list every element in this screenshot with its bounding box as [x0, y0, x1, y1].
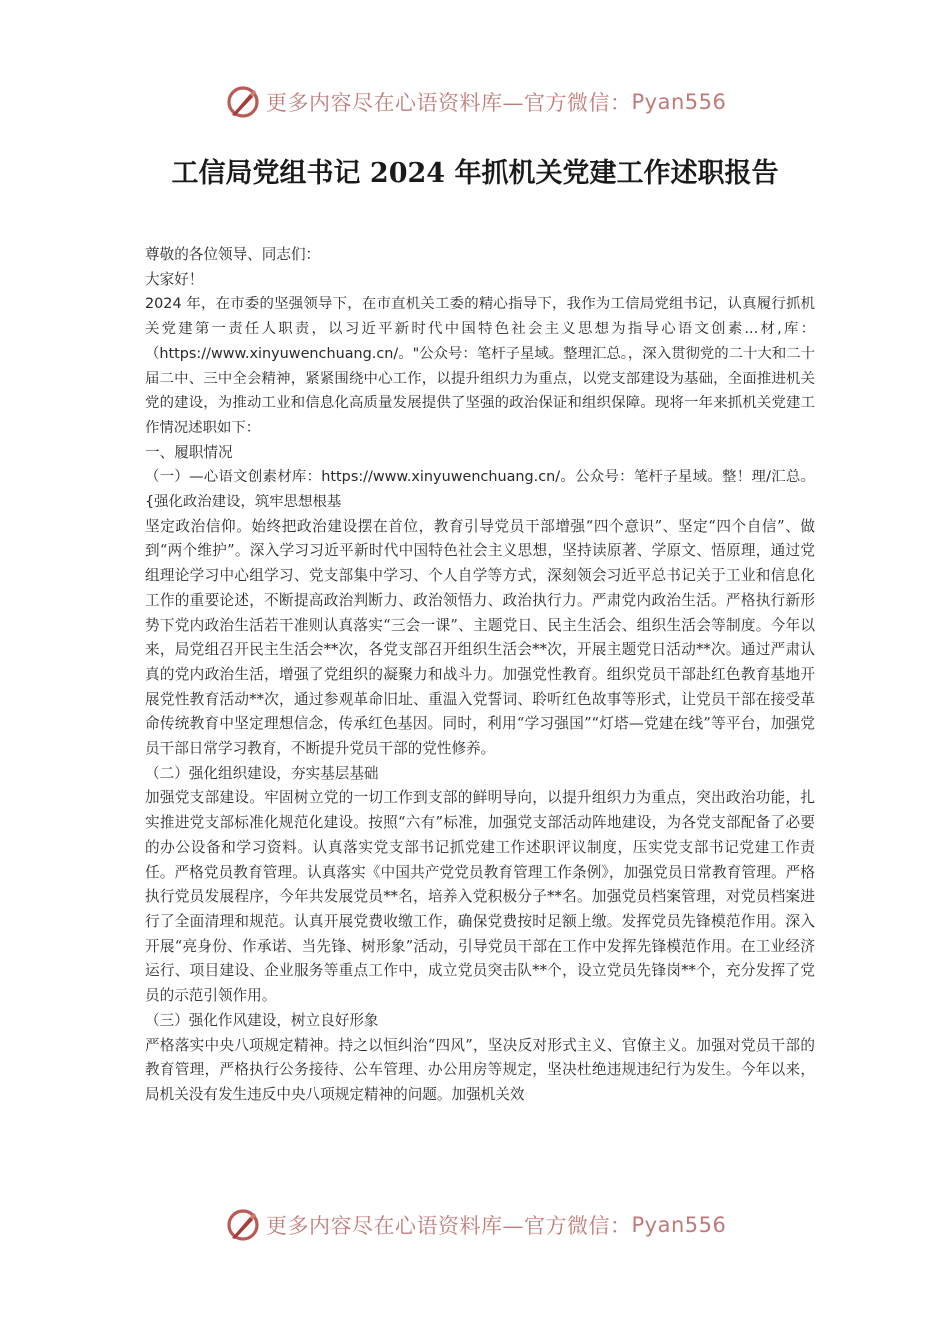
subsection-body-1: 坚定政治信仰。始终把政治建设摆在首位，教育引导党员干部增强“四个意识”、坚定“四个自信”、做到“两个维护”。深入学习习近平新时代中国特色社会主义思想，坚持读原著、学原文、悟原理，通过党组理论学习中心组学习、党支部集中学习、个人自学等方式，深刻领会习近平总书记关于工业和信息化工作的重要论述，不断提高政治判断力、政治领悟力、政治执行力。严肃党内政治生活。严格执行新形势下党内政治生活若干准则认真落实“三会一课”、主题党日、民主生活会、组织生活会等制度。今年以来，局党组召开民主生活会**次，各党支部召开组织生活会**次，开展主题党日活动**次。通过严肃认真的党内政治生活，增强了党组织的凝聚力和战斗力。加强党性教育。组织党员干部赴红色教育基地开展党性教育活动**次，通过参观革命旧址、重温入党誓词、聆听红色故事等形式，让党员干部在接受革命传统教育中坚定理想信念，传承红色基因。同时，利用“学习强国”“灯塔—党建在线”等平台，加强党员干部日常学习教育，不断提升党员干部的党性修养。 [145, 517, 815, 758]
banner-text: 更多内容尽在心语资料库—官方微信： [266, 1214, 632, 1238]
subsection-body-3: 严格落实中央八项规定精神。持之以恒纠治“四风”，坚决反对形式主义、官僚主义。加强对党员干部的教育管理，严格执行公务接待、公车管理、办公用房等规定，坚决杜绝违规违纪行为发生。今年以来，局机关没有发生违反中央八项规定精神的问题。加强机关效 [145, 1036, 815, 1103]
banner-wechat-id: Pyan556 [631, 1213, 727, 1237]
header-watermark-banner [226, 82, 726, 122]
banner-wechat-id: Pyan556 [631, 90, 727, 114]
document-body [145, 243, 815, 1108]
greeting: 大家好！ [145, 270, 204, 288]
subsection-heading-3: （三）强化作风建设，树立良好形象 [145, 1011, 379, 1029]
section-heading: 一、履职情况 [145, 443, 233, 461]
subsection-body-2: 加强党支部建设。牢固树立党的一切工作到支部的鲜明导向，以提升组织力为重点，突出政治功能，扎实推进党支部标准化规范化建设。按照“六有”标准，加强党支部活动阵地建设，为各党支部配备了必要的办公设备和学习资料。认真落实党支部书记抓党建工作述职评议制度，压实党支部书记党建工作责任。严格党员教育管理。认真落实《中国共产党党员教育管理工作条例》，加强党员日常教育管理。严格执行党员发展程序，今年共发展党员**名，培养入党积极分子**名。加强党员档案管理，对党员档案进行了全面清理和规范。认真开展党费收缴工作，确保党费按时足额上缴。发挥党员先锋模范作用。深入开展“亮身份、作承诺、当先锋、树形象”活动，引导党员干部在工作中发挥先锋模范作用。在工业经济运行、项目建设、企业服务等重点工作中，成立党员突击队**个，设立党员先锋岗**个，充分发挥了党员的示范引领作用。 [145, 789, 815, 1005]
intro-paragraph: 2024 年，在市委的坚强领导下，在市直机关工委的精心指导下，我作为工信局党组书记，认真履行抓机关党建第一责任人职责，以习近平新时代中国特色社会主义思想为指导心语文创素...材,库：（https://www.xinyuwenchuang.cn/。"公众号：笔杆子星域。整理汇总。，深入贯彻党的二十大和二十届二中、三中全会精神，紧紧围绕中心工作，以提升组织力为重点，以党支部建设为基础，全面推进机关党的建设，为推动工业和信息化高质量发展提供了坚强的政治保证和组织保障。现将一年来抓机关党建工作情况述职如下： [145, 296, 815, 436]
subsection-heading-2: （二）强化组织建设，夯实基层基础 [145, 764, 379, 782]
banner-text: 更多内容尽在心语资料库—官方微信： [266, 91, 632, 115]
salutation: 尊敬的各位领导、同志们： [145, 246, 321, 263]
document-title: 工信局党组书记 2024 年抓机关党建工作述职报告 [171, 158, 779, 189]
subsection-heading-1: （一）—心语文创素材库：https://www.xinyuwenchuang.cn/。公众号：笔杆子星域。整！理/汇总。{强化政治建设，筑牢思想根基 [145, 469, 815, 511]
pen-circle-logo-icon [226, 1208, 260, 1242]
pen-circle-logo-icon [226, 85, 260, 119]
footer-watermark-banner [226, 1205, 726, 1245]
